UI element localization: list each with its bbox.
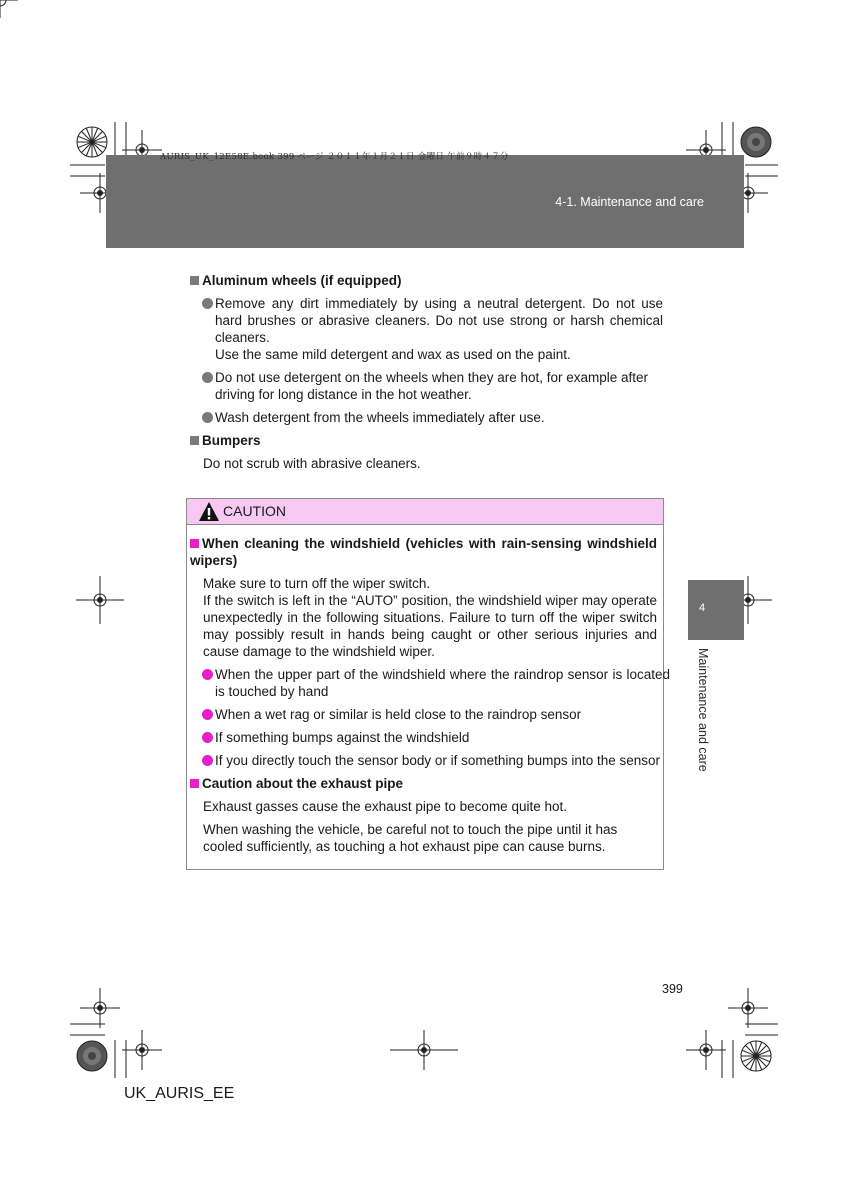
bullet-text: When the upper part of the windshield where the raindrop sensor is located is touched by hand — [215, 667, 670, 699]
circle-bullet-icon — [202, 732, 213, 743]
file-info: AURIS_UK_12E58E.book 399 ページ ２０１１年１月２１日 金曜日 午前９時４７分 — [160, 152, 509, 162]
page-number: 399 — [662, 982, 683, 996]
bullet-text: When a wet rag or similar is held close to the raindrop sensor — [215, 707, 582, 722]
exhaust-line2: When washing the vehicle, be careful not to touch the pipe until it has cooled sufficiently, as touching a hot exhaust pipe can cause burns. — [203, 822, 618, 854]
footer-code: UK_AURIS_EE — [124, 1085, 235, 1102]
circle-bullet-icon — [202, 372, 213, 383]
bumpers-text: Do not scrub with abrasive cleaners. — [203, 456, 421, 471]
warning-triangle-icon — [198, 501, 220, 523]
bullet-text: If something bumps against the windshield — [215, 730, 470, 745]
circle-bullet-icon — [202, 755, 213, 766]
bumpers-heading — [190, 432, 261, 449]
bullet-text: Remove any dirt immediately by using a neutral detergent. Do not use hard brushes or abrasive cleaners. Do not use strong or harsh chemical cleaners. — [215, 296, 663, 345]
bullet-text: Do not use detergent on the wheels when they are hot, for example after driving for long distance in the hot weather. — [215, 370, 649, 402]
circle-bullet-icon — [202, 298, 213, 309]
bumpers-heading-text: Bumpers — [202, 433, 261, 448]
bullet-text: Wash detergent from the wheels immediately after use. — [215, 410, 545, 425]
exhaust-heading-text: Caution about the exhaust pipe — [202, 776, 404, 791]
square-bullet-icon — [190, 539, 199, 548]
bullet-text: If you directly touch the sensor body or if something bumps into the sensor — [215, 753, 660, 768]
caution-title: CAUTION — [223, 503, 286, 519]
exhaust-line1: Exhaust gasses cause the exhaust pipe to become quite hot. — [203, 799, 567, 814]
windshield-line1: Make sure to turn off the wiper switch. — [203, 576, 431, 591]
windshield-bullet-3 — [202, 729, 670, 746]
windshield-bullet-2 — [202, 706, 670, 723]
windshield-bullet-1 — [202, 666, 670, 700]
windshield-heading — [190, 535, 657, 569]
square-bullet-icon — [190, 276, 199, 285]
square-bullet-icon — [190, 779, 199, 788]
circle-bullet-icon — [202, 412, 213, 423]
circle-bullet-icon — [202, 709, 213, 720]
section-title: 4-1. Maintenance and care — [555, 195, 704, 209]
chapter-tab — [688, 580, 744, 640]
aluminum-heading-text: Aluminum wheels (if equipped) — [202, 273, 402, 288]
aluminum-bullet-1-extra: Use the same mild detergent and wax as used on the paint. — [215, 347, 571, 362]
circle-bullet-icon — [202, 669, 213, 680]
windshield-bullet-4 — [202, 752, 673, 769]
windshield-paragraph: If the switch is left in the “AUTO” position, the windshield wiper may operate unexpectedly in the following situations. Failure to turn off the wiper switch may possibly result in hands being caught or other serious injuries and cause damage to the windshield wiper. — [203, 593, 657, 659]
exhaust-heading — [190, 775, 403, 792]
square-bullet-icon — [190, 436, 199, 445]
aluminum-bullet-2 — [202, 369, 665, 403]
aluminum-bullet-3 — [202, 409, 665, 426]
aluminum-bullet-1 — [202, 295, 663, 346]
windshield-heading-text: When cleaning the windshield (vehicles with rain-sensing windshield wipers) — [190, 536, 657, 568]
chapter-label: Maintenance and care — [696, 648, 710, 772]
chapter-number: 4 — [699, 602, 706, 614]
aluminum-heading — [190, 272, 402, 289]
